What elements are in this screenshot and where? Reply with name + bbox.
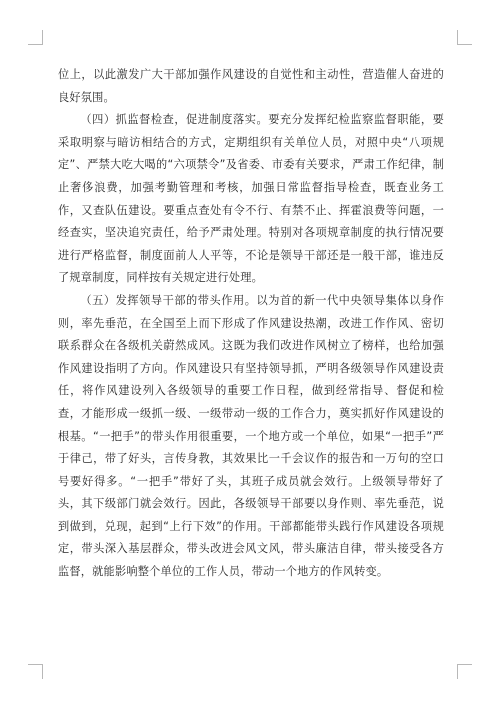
crop-mark-bottom-right [457,664,472,679]
crop-mark-top-right [457,30,472,45]
document-body [58,64,444,584]
paragraph-leadership: （五）发挥领导干部的带头作用。以为首的新一代中央领导集体以身作则，率先垂范，在全国至上而下形成了作风建设热潮，改进工作作风、密切联系群众在各级机关蔚然成风。这既为我们改进作风树立了榜样，也给加强作风建设指明了方向。作风建设只有坚持领导抓，严明各级领导作风建设责任，将作风建设列入各级领导的重要工作日程，做到经常指导、督促和检查，才能形成一级抓一级、一级带动一级的工作合力，奠实抓好作风建设的根基。“一把手”的带头作用很重要，一个地方或一个单位，如果“一把手”严于律己，带了好头，言传身教，其效果比一千会议作的报告和一万句的空口号要好得多。“一把手”带好了头，其班子成员就会效行。上级领导带好了头，其下级部门就会效行。因此，各级领导干部要以身作则、率先垂范，说到做到，兑现，起到“上行下效”的作用。干部都能带头践行作风建设各项规定，带头深入基层群众，带头改进会风文风，带头廉洁自律，带头接受各方监督，就能影响整个单位的工作人员，带动一个地方的作风转变。 [58,293,444,579]
crop-mark-top-left [28,30,43,45]
paragraph-supervision: （四）抓监督检查，促进制度落实。要充分发挥纪检监察监督职能，要采取明察与暗访相结合的方式，定期组织有关单位人员，对照中央“八项规定”、严禁大吃大喝的“六项禁令”及省委、市委有关要求，严肃工作纪律，制止奢侈浪费，加强考勤管理和考核，加强日常监督指导检查，既查业务工作，又查队伍建设。要重点查处有令不行、有禁不止、挥霍浪费等问题，一经查实，坚决追究责任，给予严肃处理。特别对各项规章制度的执行情况要进行严格监督，制度面前人人平等，不论是领导干部还是一般干部，谁违反了规章制度，同样按有关规定进行处理。 [58,113,444,285]
paragraph-continuation: 位上，以此激发广大干部加强作风建设的自觉性和主动性，营造催人奋进的良好氛围。 [58,68,444,104]
crop-mark-bottom-left [28,664,43,679]
